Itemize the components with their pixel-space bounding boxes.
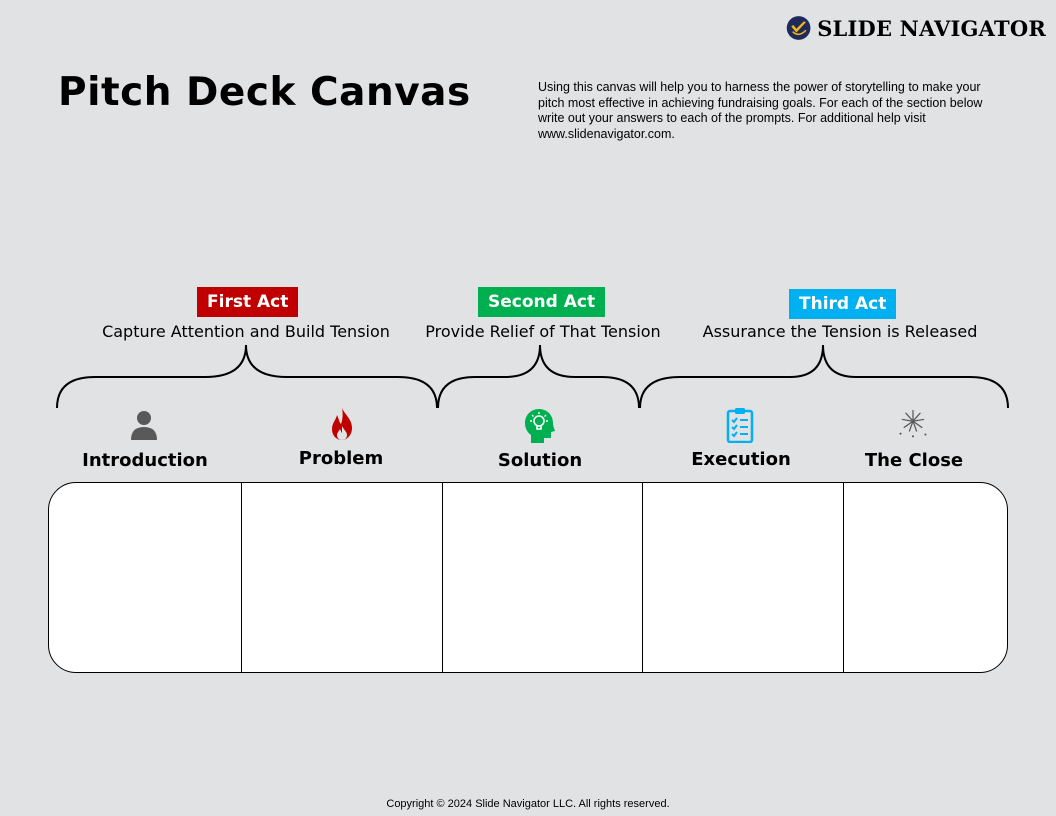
fireworks-icon [897,405,929,441]
introduction-answer-box[interactable] [49,483,242,672]
solution-answer-box[interactable] [443,483,643,672]
the-close-answer-box[interactable] [844,483,1007,672]
execution-answer-box[interactable] [643,483,844,672]
head-lightbulb-icon [523,408,555,444]
second-act-subtitle: Provide Relief of That Tension [425,322,661,341]
second-act-brace [438,345,639,408]
flame-icon [326,406,358,442]
section-label-problem: Problem [298,448,384,469]
answer-grid [48,482,1008,673]
copyright-footer: Copyright © 2024 Slide Navigator LLC. All rights reserved. [386,798,670,810]
second-act-badge: Second Act [478,287,605,317]
problem-answer-box[interactable] [242,483,443,672]
clipboard-checklist-icon [724,407,756,443]
page-title: Pitch Deck Canvas [58,70,471,115]
person-icon [128,408,160,444]
third-act-brace [640,345,1008,408]
first-act-subtitle: Capture Attention and Build Tension [102,322,390,341]
section-label-the-close: The Close [864,450,964,471]
third-act-subtitle: Assurance the Tension is Released [702,322,978,341]
section-label-execution: Execution [691,449,791,470]
first-act-badge: First Act [197,287,298,317]
intro-text: Using this canvas will help you to harness the power of storytelling to make your pitch most effective in achieving fundraising goals. For each of the section below write out your answers to each of the prompts. For additional help visit www.slidenavigator.com. [538,80,983,141]
first-act-brace [57,345,437,408]
section-label-introduction: Introduction [82,450,208,471]
third-act-badge: Third Act [789,289,896,319]
section-label-solution: Solution [497,450,583,471]
brand-name: SLIDE NAVIGATOR [817,15,1046,41]
